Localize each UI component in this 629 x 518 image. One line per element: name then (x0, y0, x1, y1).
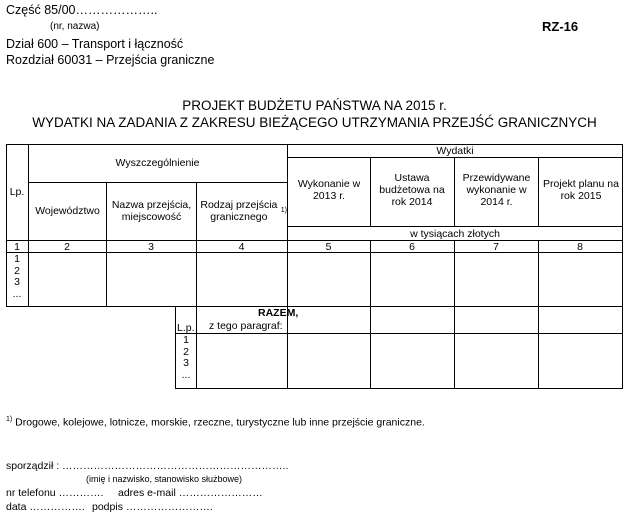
row-number: ... (12, 287, 22, 300)
col-number: 4 (238, 240, 245, 253)
total-sub-label: z tego paragraf: (209, 320, 283, 332)
sub-row-number: 3 (183, 357, 189, 369)
col-number: 2 (64, 240, 70, 253)
col-number: 1 (14, 240, 20, 253)
unit-label: w tysiącach złotych (410, 227, 500, 240)
col-number: 7 (493, 240, 499, 253)
row-number: 1 (14, 253, 20, 265)
row-numbers (10, 254, 24, 300)
total-label: RAZEM, (258, 307, 299, 319)
crossing-type-text: Rodzaj przejścia granicznego (200, 199, 278, 223)
col-plan-2015-header: Projekt planu na rok 2015 (543, 178, 619, 202)
col-forecast-2014-header: Przewidywane wykonanie w 2014 r. (462, 172, 531, 208)
title-line-2: WYDATKI NA ZADANIA Z ZAKRESU BIEŻĄCEGO UTRZYMANIA PRZEJŚĆ GRANICZNYCH (32, 115, 597, 130)
signature-field: podpis ……………………. (92, 501, 213, 513)
row-number: 2 (14, 264, 20, 277)
col-lp-header: Lp. (9, 186, 25, 198)
row-number: 3 (14, 276, 20, 288)
col-crossing-name-header: Nazwa przejścia, miejscowość (111, 199, 192, 223)
sub-row-number: 1 (183, 334, 189, 346)
date-field: data ……………. (6, 501, 85, 513)
footnote-text: Drogowe, kolejowe, lotnicze, morskie, rzeczne, turystyczne lub inne przejście graniczne. (12, 416, 425, 429)
footnote (6, 416, 425, 429)
sub-row-numbers (178, 335, 194, 381)
prepared-by-caption: (imię i nazwisko, stanowisko służbowe) (86, 474, 243, 484)
sub-row-number: ... (181, 368, 191, 381)
col-number: 6 (409, 240, 415, 253)
col-expenses-header: Wydatki (436, 144, 474, 157)
col-specification-header: Wyszczególnienie (115, 157, 200, 169)
form-code: RZ-16 (542, 19, 579, 34)
part-field: Część 85/00……………….. (6, 3, 158, 17)
part-caption: (nr, nazwa) (50, 21, 100, 32)
col-crossing-type-header (197, 190, 287, 232)
title-line-1: PROJEKT BUDŻETU PAŃSTWA NA 2015 r. (182, 98, 447, 113)
col-number: 8 (577, 240, 583, 253)
col-voivodeship-header: Województwo (35, 205, 100, 217)
col-budget-2014-header: Ustawa budżetowa na rok 2014 (379, 172, 445, 208)
phone-field: nr telefonu …………. (6, 487, 104, 499)
col-execution-2013-header: Wykonanie w 2013 r. (297, 178, 361, 202)
division-label: Dział 600 – Transport i łączność (6, 37, 184, 51)
sub-row-number: 2 (183, 345, 189, 358)
sub-lp-label: L.p. (177, 322, 195, 334)
email-field: adres e-mail …………………… (118, 487, 263, 499)
col-number: 5 (325, 240, 332, 253)
chapter-label: Rozdział 60031 – Przejścia graniczne (6, 53, 215, 67)
crossing-type-footnote-ref: 1) (280, 207, 287, 214)
col-number: 3 (148, 240, 154, 253)
prepared-by-field: sporządził : ……………………………………………………….. (6, 460, 289, 472)
footnote-mark: 1) (6, 416, 13, 423)
